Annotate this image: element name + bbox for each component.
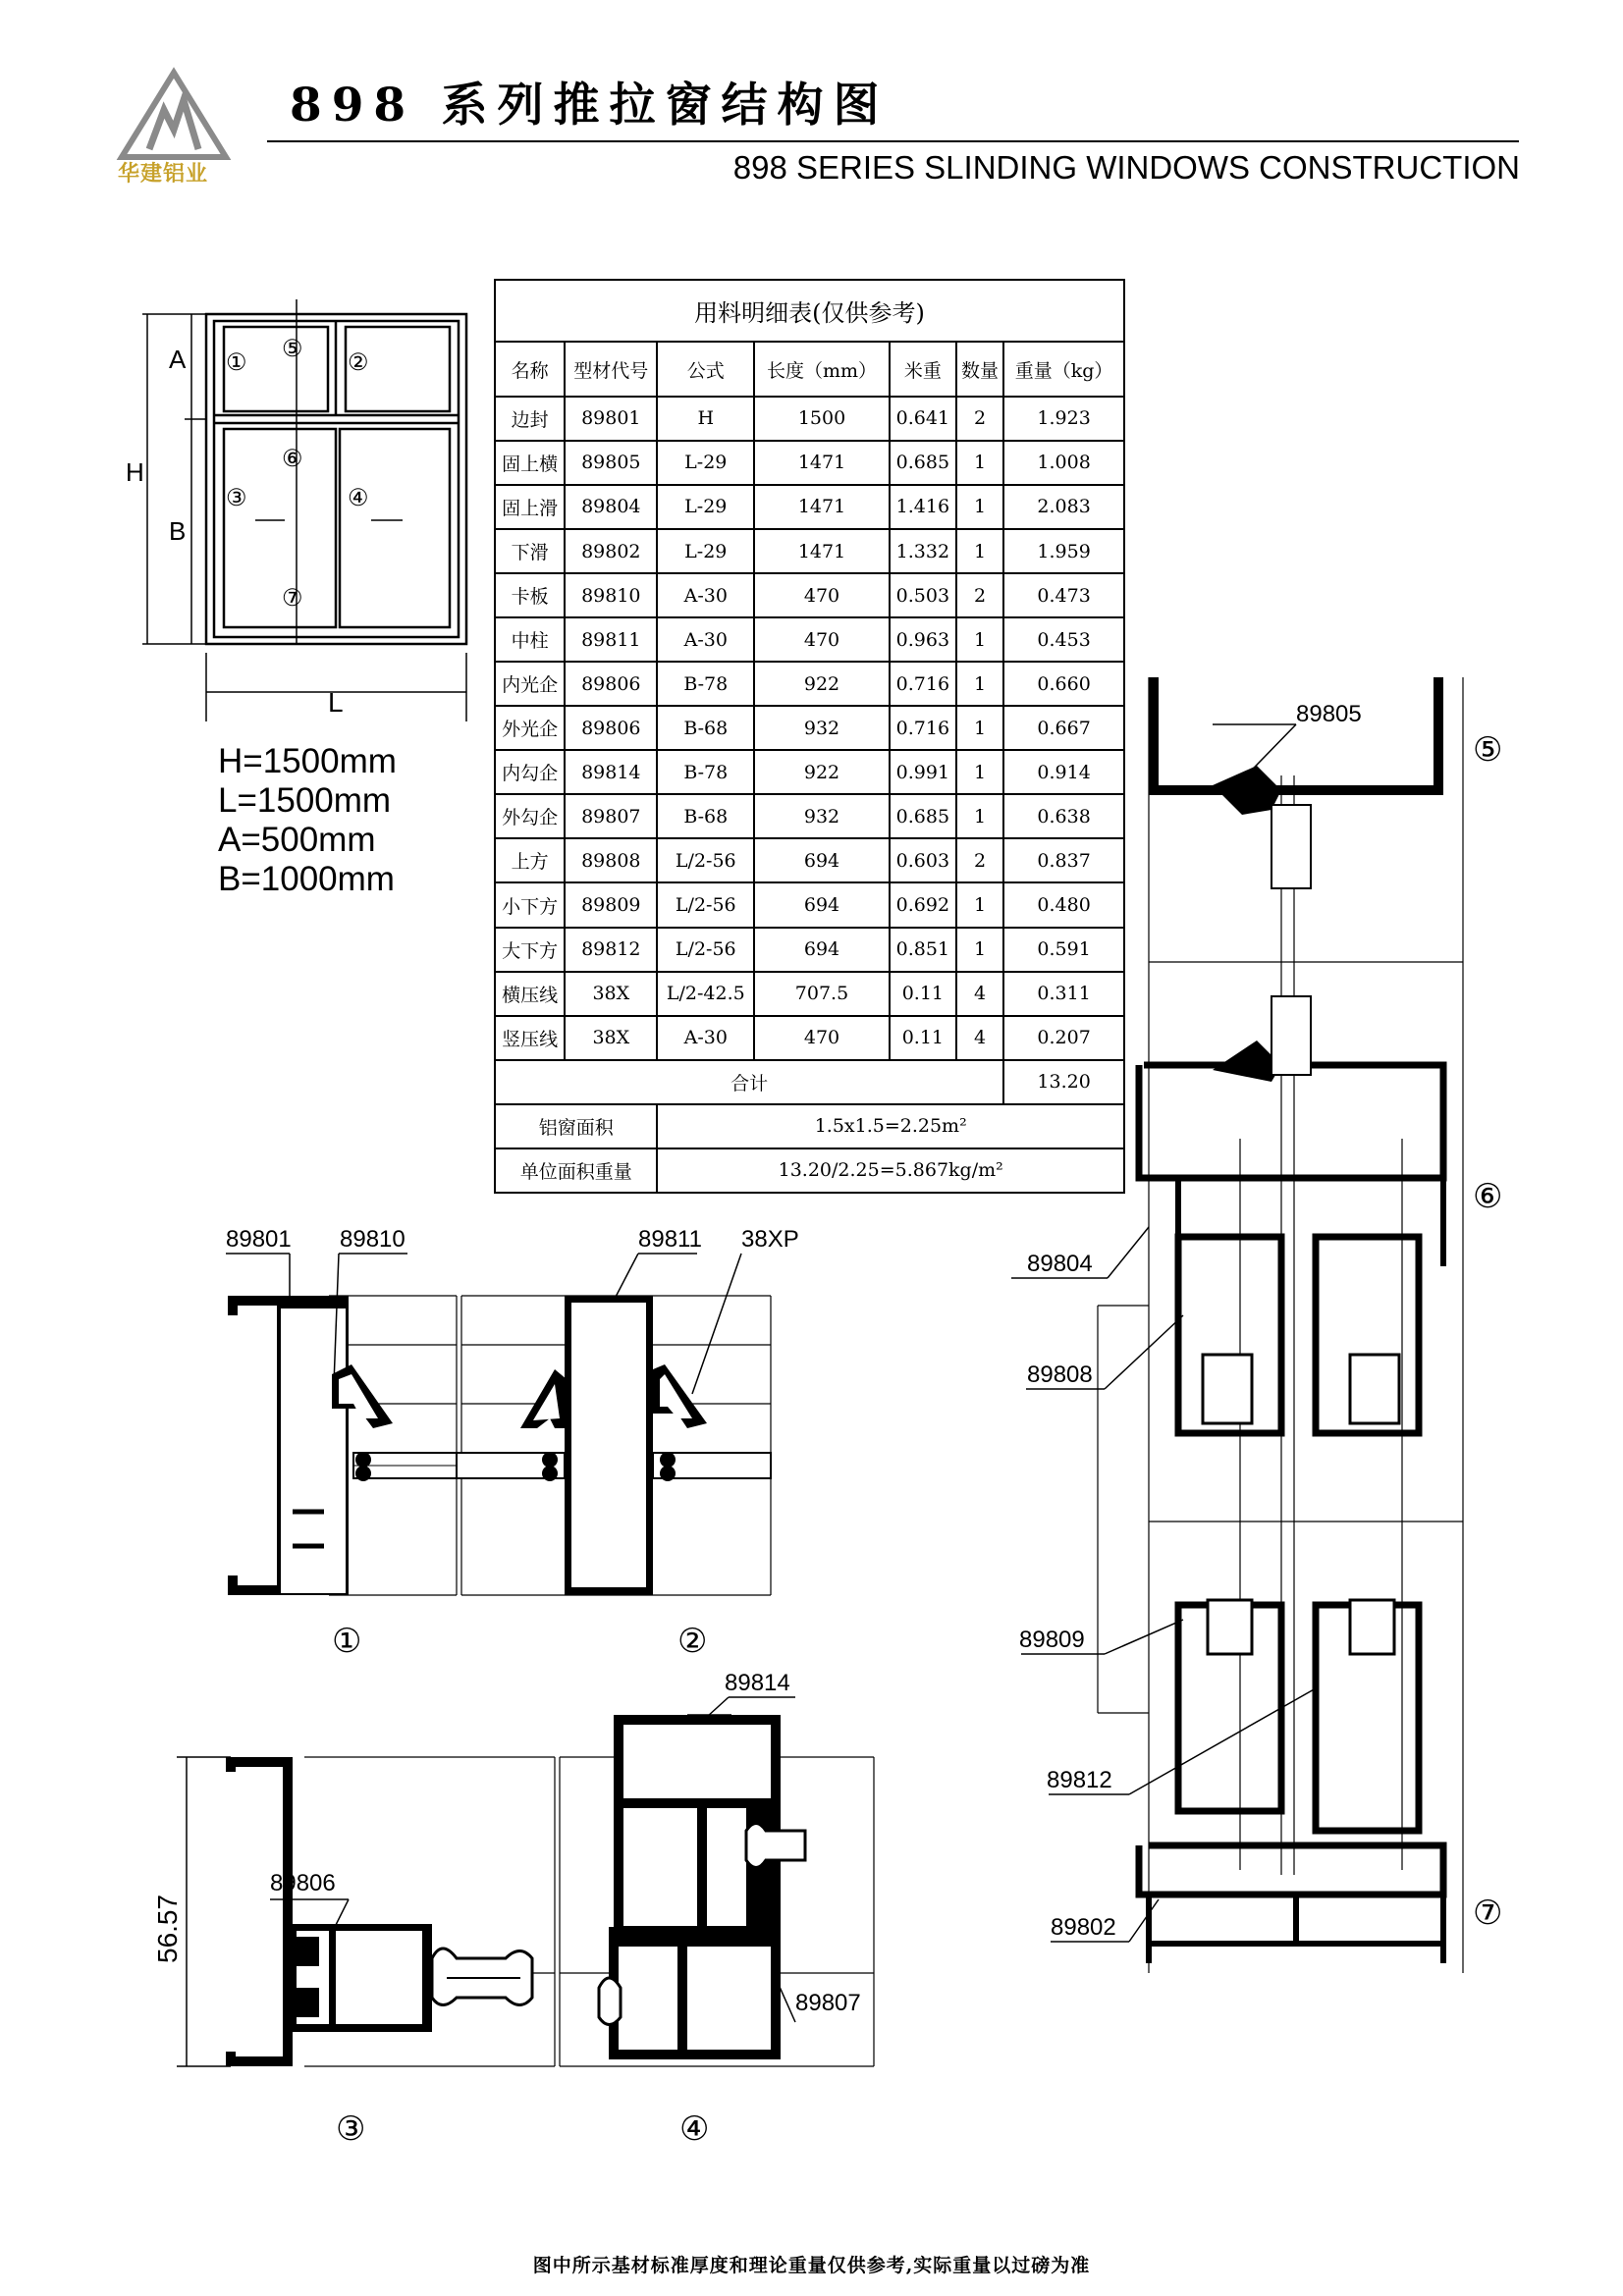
bom-cell: 上方 xyxy=(495,838,565,882)
bom-cell: B-78 xyxy=(657,662,754,706)
bom-cell: 694 xyxy=(754,882,890,927)
section-marker-5: ⑤ xyxy=(1473,731,1503,769)
bom-cell: 1.416 xyxy=(890,485,956,529)
bom-cell: 1.923 xyxy=(1003,397,1124,441)
bom-cell: 0.963 xyxy=(890,617,956,662)
bom-cell: 2.083 xyxy=(1003,485,1124,529)
bom-cell: 932 xyxy=(754,794,890,838)
callout-89811: 89811 xyxy=(638,1226,702,1253)
bom-cell: 932 xyxy=(754,706,890,750)
bom-cell: 1471 xyxy=(754,529,890,573)
bom-header: 公式 xyxy=(657,342,754,396)
footer-note: 图中所示基材标准厚度和理论重量仅供参考,实际重量以过磅为准 xyxy=(532,2255,1091,2276)
bom-cell: 1.008 xyxy=(1003,441,1124,485)
marker-7: ⑦ xyxy=(282,585,303,612)
bom-cell: 1500 xyxy=(754,397,890,441)
bom-row xyxy=(495,441,1124,485)
bom-cell: 中柱 xyxy=(495,617,565,662)
section-marker-7: ⑦ xyxy=(1473,1895,1503,1932)
bom-cell: 0.716 xyxy=(890,706,956,750)
bom-cell: 外勾企 xyxy=(495,794,565,838)
bom-cell: 4 xyxy=(956,972,1003,1016)
bom-cell: 外光企 xyxy=(495,706,565,750)
bom-cell: 470 xyxy=(754,573,890,617)
bom-cell: 89801 xyxy=(565,397,657,441)
bom-cell: B-68 xyxy=(657,706,754,750)
marker-4: ④ xyxy=(348,485,369,511)
bom-cell: 固上滑 xyxy=(495,485,565,529)
bom-cell: L-29 xyxy=(657,441,754,485)
section-marker-6: ⑥ xyxy=(1473,1178,1503,1215)
page-subtitle: 898 SERIES SLINDING WINDOWS CONSTRUCTION xyxy=(732,149,1520,186)
marker-5: ⑤ xyxy=(282,336,303,362)
bom-cell: 1 xyxy=(956,662,1003,706)
callout-38xp: 38XP xyxy=(741,1226,799,1253)
bom-cell: 694 xyxy=(754,838,890,882)
bom-cell: 1471 xyxy=(754,441,890,485)
bom-cell: 1 xyxy=(956,794,1003,838)
bom-cell: 1471 xyxy=(754,485,890,529)
dimension-b: B=1000mm xyxy=(218,860,395,898)
bom-cell: 2 xyxy=(956,397,1003,441)
bom-cell: B-78 xyxy=(657,750,754,794)
bom-cell: 0.837 xyxy=(1003,838,1124,882)
callout-89802: 89802 xyxy=(1051,1914,1116,1941)
bom-cell: L/2-42.5 xyxy=(657,972,754,1016)
section-3-drawing xyxy=(147,1728,560,2150)
bom-caption: 用料明细表(仅供参考) xyxy=(495,280,1124,342)
bom-header: 米重 xyxy=(890,342,956,396)
bom-cell: A-30 xyxy=(657,1016,754,1060)
bom-header-row xyxy=(495,342,1124,396)
bom-unit-value: 13.20/2.25=5.867kg/m² xyxy=(657,1148,1124,1193)
bom-cell: L-29 xyxy=(657,529,754,573)
callout-89807: 89807 xyxy=(795,1990,861,2016)
bom-row xyxy=(495,485,1124,529)
dimension-56-57: 56.57 xyxy=(152,1894,183,1963)
marker-2: ② xyxy=(348,349,369,376)
bom-cell: 0.11 xyxy=(890,972,956,1016)
bom-cell: L-29 xyxy=(657,485,754,529)
bom-cell: 707.5 xyxy=(754,972,890,1016)
bom-cell: 89808 xyxy=(565,838,657,882)
bom-row xyxy=(495,573,1124,617)
bom-cell: 0.685 xyxy=(890,794,956,838)
callout-89810: 89810 xyxy=(340,1226,406,1253)
bom-total-value: 13.20 xyxy=(1003,1060,1124,1104)
bom-cell: 38X xyxy=(565,972,657,1016)
bom-cell: 89804 xyxy=(565,485,657,529)
bom-cell: 922 xyxy=(754,750,890,794)
bom-cell: 89814 xyxy=(565,750,657,794)
bom-cell: 竖压线 xyxy=(495,1016,565,1060)
bom-area-label: 铝窗面积 xyxy=(495,1104,657,1148)
section-marker-4: ④ xyxy=(679,2110,710,2148)
dimension-l: L=1500mm xyxy=(218,781,392,820)
bom-cell: 89806 xyxy=(565,662,657,706)
callout-89814: 89814 xyxy=(725,1670,790,1696)
label-b: B xyxy=(169,516,187,546)
bom-cell: 0.480 xyxy=(1003,882,1124,927)
bom-header: 名称 xyxy=(495,342,565,396)
bom-cell: 0.473 xyxy=(1003,573,1124,617)
bom-cell: 694 xyxy=(754,928,890,972)
bom-cell: 0.641 xyxy=(890,397,956,441)
bom-cell: 卡板 xyxy=(495,573,565,617)
dimension-a: A=500mm xyxy=(218,821,376,859)
bom-header: 型材代号 xyxy=(565,342,657,396)
bom-cell: 1 xyxy=(956,928,1003,972)
section-marker-2: ② xyxy=(677,1623,708,1660)
bom-cell: 1 xyxy=(956,882,1003,927)
bom-cell: 470 xyxy=(754,1016,890,1060)
logo-text: 华建铝业 xyxy=(118,162,209,187)
bom-cell: 内勾企 xyxy=(495,750,565,794)
page-title: 898 系列推拉窗结构图 xyxy=(290,79,890,133)
section-2-drawing xyxy=(457,1222,799,1660)
bom-cell: 1.332 xyxy=(890,529,956,573)
bom-cell: 0.660 xyxy=(1003,662,1124,706)
bom-cell: 1 xyxy=(956,441,1003,485)
window-elevation xyxy=(118,299,491,731)
bom-cell: 0.453 xyxy=(1003,617,1124,662)
bom-cell: L/2-56 xyxy=(657,928,754,972)
bom-cell: 89811 xyxy=(565,617,657,662)
bom-cell: 固上横 xyxy=(495,441,565,485)
bom-cell: 89806 xyxy=(565,706,657,750)
bom-cell: A-30 xyxy=(657,573,754,617)
bom-cell: 0.692 xyxy=(890,882,956,927)
bom-area-value: 1.5x1.5=2.25m² xyxy=(657,1104,1124,1148)
bom-cell: 922 xyxy=(754,662,890,706)
bom-cell: 4 xyxy=(956,1016,1003,1060)
label-l: L xyxy=(328,687,344,718)
bom-cell: 89802 xyxy=(565,529,657,573)
bom-cell: 89809 xyxy=(565,882,657,927)
bom-cell: 0.851 xyxy=(890,928,956,972)
bom-cell: L/2-56 xyxy=(657,882,754,927)
bom-cell: 89810 xyxy=(565,573,657,617)
bom-cell: 1 xyxy=(956,750,1003,794)
bom-header: 重量（kg） xyxy=(1003,342,1124,396)
marker-3: ③ xyxy=(226,485,247,511)
section-1-drawing xyxy=(216,1222,461,1660)
bom-cell: H xyxy=(657,397,754,441)
bom-row xyxy=(495,529,1124,573)
bom-cell: 0.311 xyxy=(1003,972,1124,1016)
bom-cell: 1 xyxy=(956,485,1003,529)
bom-header: 数量 xyxy=(956,342,1003,396)
bom-cell: 1.959 xyxy=(1003,529,1124,573)
dimension-h: H=1500mm xyxy=(218,742,397,780)
section-marker-1: ① xyxy=(332,1623,362,1660)
callout-89809: 89809 xyxy=(1019,1627,1085,1653)
bom-unit-label: 单位面积重量 xyxy=(495,1148,657,1193)
callout-89801: 89801 xyxy=(226,1226,292,1253)
label-a: A xyxy=(169,345,187,374)
bom-cell: 大下方 xyxy=(495,928,565,972)
section-marker-3: ③ xyxy=(336,2110,366,2148)
bom-header: 长度（mm） xyxy=(754,342,890,396)
header-rule xyxy=(267,140,1519,142)
bom-cell: 38X xyxy=(565,1016,657,1060)
callout-89804: 89804 xyxy=(1027,1251,1093,1277)
vertical-section-drawing xyxy=(1011,677,1561,1993)
bom-row xyxy=(495,617,1124,662)
bom-cell: 0.11 xyxy=(890,1016,956,1060)
bom-cell: 1 xyxy=(956,529,1003,573)
bom-cell: 470 xyxy=(754,617,890,662)
bom-cell: 0.638 xyxy=(1003,794,1124,838)
bom-cell: 小下方 xyxy=(495,882,565,927)
callout-89812: 89812 xyxy=(1047,1767,1112,1793)
callout-89808: 89808 xyxy=(1027,1362,1093,1388)
bom-cell: 0.591 xyxy=(1003,928,1124,972)
callout-89805: 89805 xyxy=(1296,701,1362,727)
bom-cell: 89807 xyxy=(565,794,657,838)
bom-cell: B-68 xyxy=(657,794,754,838)
dimension-list xyxy=(218,742,397,899)
bom-cell: 2 xyxy=(956,573,1003,617)
bom-cell: 89812 xyxy=(565,928,657,972)
bom-cell: L/2-56 xyxy=(657,838,754,882)
callout-89806: 89806 xyxy=(270,1870,336,1896)
marker-6: ⑥ xyxy=(282,446,303,472)
label-h: H xyxy=(126,457,144,487)
section-4-drawing xyxy=(560,1654,893,2150)
bom-cell: 0.503 xyxy=(890,573,956,617)
bom-cell: 1 xyxy=(956,706,1003,750)
bom-total-label: 合计 xyxy=(495,1060,1003,1104)
bom-cell: 2 xyxy=(956,838,1003,882)
bom-cell: 0.667 xyxy=(1003,706,1124,750)
bom-cell: 0.716 xyxy=(890,662,956,706)
bom-cell: A-30 xyxy=(657,617,754,662)
bom-cell: 横压线 xyxy=(495,972,565,1016)
bom-cell: 0.603 xyxy=(890,838,956,882)
marker-1: ① xyxy=(226,349,247,376)
bom-row xyxy=(495,397,1124,441)
bom-cell: 0.207 xyxy=(1003,1016,1124,1060)
bom-cell: 1 xyxy=(956,617,1003,662)
bom-cell: 0.991 xyxy=(890,750,956,794)
bom-cell: 0.914 xyxy=(1003,750,1124,794)
bom-cell: 0.685 xyxy=(890,441,956,485)
bom-cell: 边封 xyxy=(495,397,565,441)
bom-cell: 89805 xyxy=(565,441,657,485)
bom-cell: 下滑 xyxy=(495,529,565,573)
bom-cell: 内光企 xyxy=(495,662,565,706)
